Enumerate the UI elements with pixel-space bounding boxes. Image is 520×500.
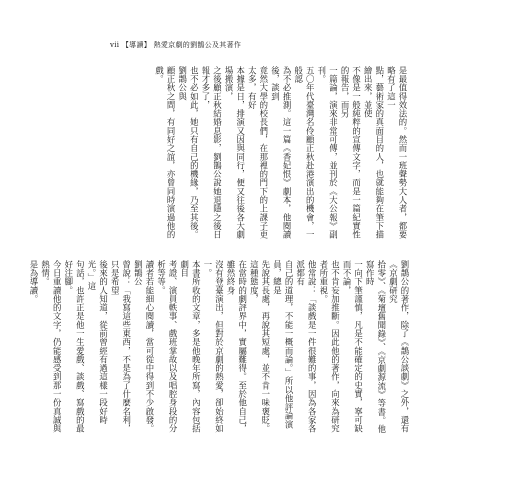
text-column: 也不肯妄加推斷。因此他的著作，向來為研究者所重視。 <box>318 260 341 433</box>
text-column: 是為導讀。 <box>29 260 39 304</box>
text-column: 自己的道理，不能一概而論。」所以他評論演員，總是 <box>272 260 295 429</box>
text-column: 後來的人知道，從前曾經有過這樣一段好時光。」這 <box>86 260 109 425</box>
text-column: 句話，也許正是他一生愛戲、談戲、寫戲的最好注腳。 <box>63 260 86 433</box>
text-column: 劉鵲公的著作，除了《鵲公談劇》之外，還有《京劇研究 <box>388 260 410 433</box>
text-column: 今日重讀他的文字，仍能感受到那一份真誠與熱情。 <box>40 260 63 433</box>
text-column: 在當時的劇評界中，實屬難得。至於他自己，雖然終身 <box>226 260 248 433</box>
text-column: 沒有登臺演出，但對於京劇的熱愛，卻始終如一。 <box>202 260 225 433</box>
text-column: 本據是日，排演又因與同行，便又往後各大劇場搬演， <box>224 66 246 239</box>
text-column: 也不必如此，她只有自己的機緣，乃至其後。劉鵲公與 <box>177 66 200 239</box>
text-column: 竟然大學的校長們，在那裡的門下的上課子更太多，有好 <box>247 66 269 239</box>
text-column: 五〇年代臺灣名伶顧正秋赴港演出的機會，一般認 <box>293 66 316 239</box>
text-column: 考證、演員軼事、戲班掌故以及唱腔身段的分析等等。 <box>156 260 179 433</box>
text-column: 一向下筆謹慎，凡是不能確定的史實，寧可缺而不論， <box>342 260 364 433</box>
text-block-bottom <box>29 260 410 436</box>
text-column: 讀者若能細心閱讀，當可從中得到不少啟發。劉鵲公 <box>133 260 155 433</box>
text-column: 點，藝術家的真面目的人，也就能夠在筆下描繪出來，並使 <box>363 66 385 239</box>
text-column: 是最值得效法的。然而一班聲勢大人者，都要略有了這一 <box>386 66 408 239</box>
text-column: 曾說：「我寫這些東西，不是為了什麼名利，只是希望 <box>110 260 132 433</box>
text-column: 為不必推測。這一篇《香妃恨》劇本，他閱讀後，談到 <box>270 66 293 239</box>
text-column: 他常說：「談戲是一件很難的事，因為各家各派都有 <box>295 260 318 433</box>
text-column: 之後顧正秋結婚息影，劉鵲公說她退隱之後日報才多了， <box>200 66 223 239</box>
running-head: vii 【導讀】 熱愛京劇的劉鵲公及其著作 <box>110 41 242 49</box>
text-column: 本書所收的文章，多是他晚年所寫，內容包括劇目 <box>179 260 202 433</box>
text-column: 一篇論，演來非常可傳，並刊於《大公報》副刊。 <box>316 66 339 239</box>
text-column: 先說其長處，再說其短處，並不肯一味褒貶。這種態度， <box>249 260 271 433</box>
text-column: 不像是一般純粹的宣傳文字，而是一篇紀實性的報告，而另 <box>340 66 362 239</box>
text-column: 顧正秋之間，有同好之誼，亦曾同時演過他的戲。 <box>154 66 177 239</box>
text-column: 拾零》、《菊壇舊聞錄》、《京劇源流》等書。他寫作時 <box>365 260 387 434</box>
text-block-top <box>154 66 408 244</box>
